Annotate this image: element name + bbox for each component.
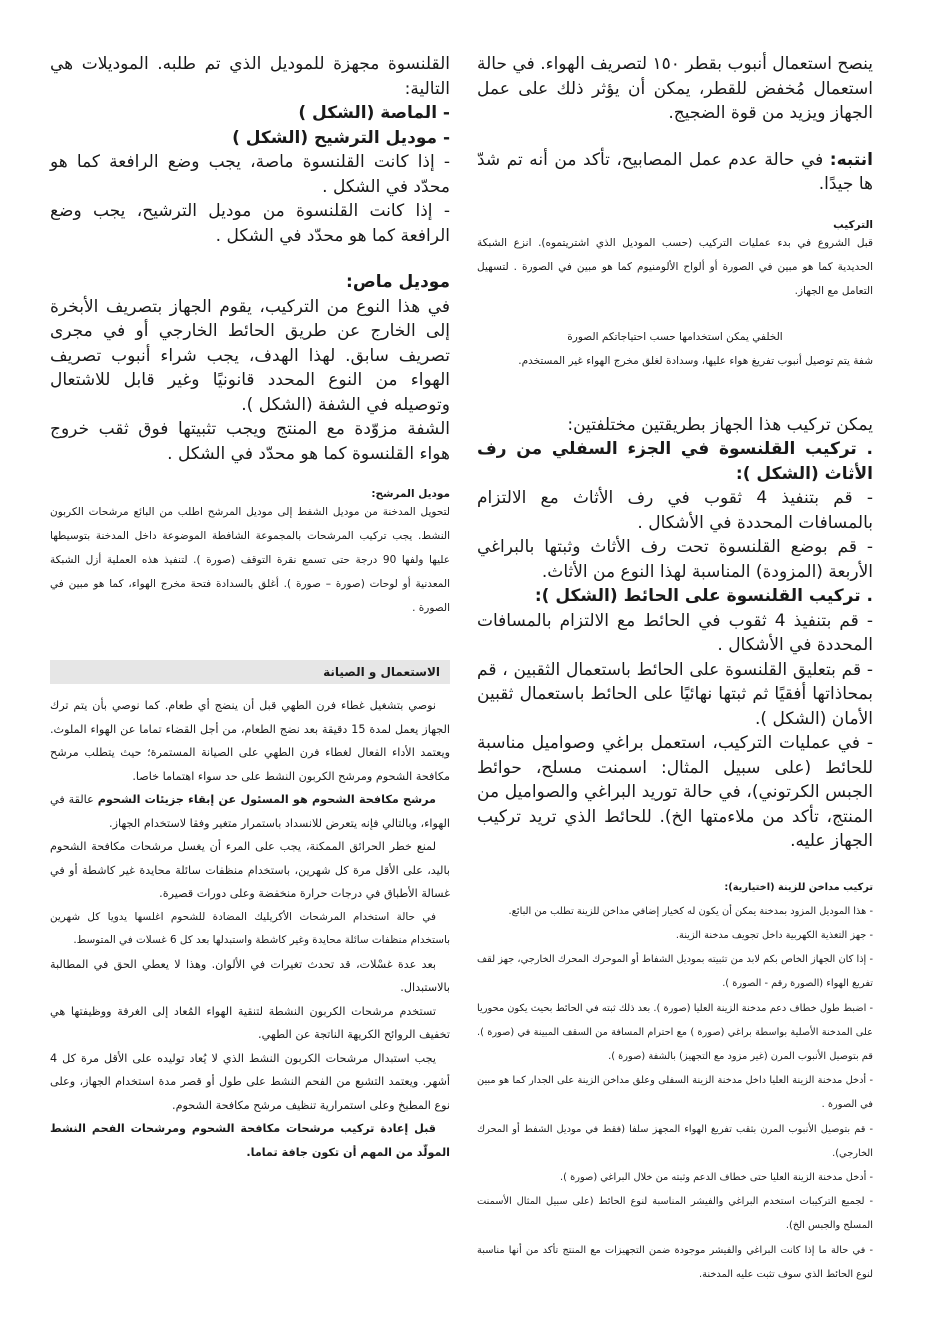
way2-step-c: - في عمليات التركيب، استعمل براغي وصواميل مناسبة للحائط (على سبيل المثال: اسمنت مسلح، حوائط الجبس الكرتوني)، في حالة توريد البراغي والصواميل من المنتج، تأكد من ملاءمتها الخ). للحائط الذي تريد تركيب الجهاز عليه. — [477, 733, 873, 851]
suction-paragraph-1: في هذا النوع من التركيب، يقوم الجهاز بتصريف الأبخرة إلى الخارج عن طريق الحائط الخارجي أو في مجرى تصريف سابق. لهذا الهدف، يجب شراء أنبوب تصريف الهواء من النوع المحدد قانونيًا وغير قابل للاشتعال وتوصيله في الشفة (الشكل ). — [50, 296, 450, 415]
install-paragraph-1: قبل الشروع في بدء عمليات التركيب (حسب الموديل الذي اشتريتموه). انزع الشبكة الحديدية كما هو مبين في الصورة أو ألواح الألومنيوم كما هو مبين في الصورة . لتسهيل التعامل مع الجهاز. — [477, 236, 873, 297]
optional-item: - اضبط طول خطاف دعم مدخنة الزينة العليا (صورة ). بعد ذلك ثبته في الحائط بحيث يكون محوريا على المدخنة الأصلية بواسطة براغي (صورة ) مع احترام المسافة من السقف المبينة في (صورة ). قم بتوصيل الأنبوب المرن (غير مزود مع التجهيز) بالشفة (صورة ). — [477, 1002, 873, 1062]
optional-chimney-title: تركيب مداخن للزينة (اختيارية): — [724, 881, 873, 893]
way2-step-b: - قم بتعليق القلنسوة على الحائط باستعمال الثقبين ، قم بمحاذاتها أفقيًا ثم ثبتها نهائيًا على الحائط باستعمال ثقبين الأمان (الشكل ). — [477, 659, 873, 729]
suction-title: موديل ماص: — [346, 272, 450, 292]
way1-title: . تركيب القلنسوة في الجزء السفلي من رف الأثاث (الشكل ): — [477, 439, 873, 484]
maintenance-section — [50, 694, 450, 1164]
model-lever-suction: - إذا كانت القلنسوة ماصة، يجب وضع الرافعة كما هو محدّد في الشكل . — [50, 152, 450, 197]
optional-item: - هذا الموديل المزود بمدخنة يمكن أن يكون له كخيار إضافي مداخن للزينة تطلب من البائع. — [508, 905, 873, 917]
right-column — [477, 52, 873, 1287]
optional-item: - أدخل مدخنة الزينة العليا حتى خطاف الدعم وثبته من خلال البراغي (صورة ). — [560, 1171, 873, 1183]
maintenance-paragraph: في حالة استخدام المرشحات الأكريليك المضادة للشحوم اغلسها يدويا كل شهرين باستخدام منظفات سائلة محايدة وغير كاشطة واستبدلها بعد كل 6 غسلات في المتوسط. — [50, 910, 450, 946]
install-title: التركيب — [833, 218, 873, 231]
way1-step-b: - قم بوضع القلنسوة تحت رف الأثاث وثبتها بالبراغي الأربعة (المزودة) المناسبة لهذا النوع من الأثاث. — [477, 537, 873, 582]
optional-item: - لجميع التركيبات استخدم البراغي والفيشر المناسبة لنوع الحائط (على سبيل المثال الأسمنت المسلح والجبس الخ). — [477, 1196, 873, 1232]
model-filter: - موديل الترشيح (الشكل ) — [232, 127, 450, 148]
maintenance-paragraph: يجب استبدال مرشحات الكربون النشط الذي لا يُعاد توليده على الأقل مرة كل 4 أشهر. ويعتمد التشبع من الفحم النشط على طول أو قصر مدة استخدام الجهاز، وعلى نوع المطبخ وعلى استمرارية تنظيف مرشح مكافحة الشحوم. — [50, 1051, 450, 1112]
optional-item: - إذا كان الجهاز الخاص بكم لابد من تثبيته بموديل الشفاط أو الموحرك المحرك الخارجي، جهز لقف تفريغ الهواء (الصورة رقم - الصورة ). — [477, 954, 873, 990]
maintenance-paragraph: لمنع خطر الحرائق الممكنة، يجب على المرء أن يغسل مرشحات مكافحة الشحوم باليد، على الأقل مرة كل شهرين، باستخدام منظفات سائلة محايدة غير كاشطة أو في غسالة الأطباق في درجات حرارة منخفضة وعلى دورات قصيرة. — [50, 840, 450, 900]
grease-filter-text: عالقة في الهواء، وبالتالي فإنه يتعرض للانسداد باستمرار متغير وفقا لاستخدام الجهاز. — [50, 793, 450, 830]
way2-step-a: - قم بتنفيذ 4 ثقوب في الحائط مع الالتزام بالمسافات المحددة في الأشكال . — [477, 610, 873, 655]
maintenance-paragraph: تستخدم مرشحات الكربون النشطة لتنقية الهواء المُعاد إلى الغرفة ووظيفتها هي تخفيف الروائح الكريهة الناتجة عن الطهي. — [50, 1004, 450, 1041]
warning-paragraph — [477, 148, 873, 197]
maintenance-final-note: قبل إعادة تركيب مرشحات مكافحة الشحوم ومرشحات الفحم النشط المولّد من المهم أن تكون جافة تماما. — [50, 1122, 450, 1159]
optional-item: - جهز التغذية الكهربية داخل تجويف مدخنة الزينة. — [675, 929, 873, 941]
suction-paragraph-2: الشفة مزوّدة مع المنتج ويجب تثبيتها فوق ثقب خروج هواء القلنسوة كما هو محدّد في الشكل . — [50, 419, 450, 464]
intro-paragraph: ينصح استعمال أنبوب بقطر ١٥٠ لتصريف الهواء. في حالة استعمال مُخفض للقطر، يمكن أن يؤثر ذلك على عمل الجهاز ويزيد من قوة الضجيج. — [477, 54, 873, 123]
ways-intro: يمكن تركيب هذا الجهاز بطريقتين مختلفتين: — [567, 414, 873, 435]
maintenance-paragraph — [50, 788, 450, 835]
model-suction: - الماصة (الشكل ) — [298, 103, 450, 123]
model-lever-filter: - إذا كانت القلنسوة من موديل الترشيح، يجب وضع الرافعة كما هو محدّد في الشكل . — [50, 201, 450, 246]
warning-label: انتبه: — [829, 149, 873, 170]
filter-title: موديل المرشح: — [371, 488, 450, 500]
way1-step-a: - قم بتنفيذ 4 ثقوب في رف الأثاث مع الالتزام بالمسافات المحددة في الأشكال . — [477, 488, 873, 533]
optional-item: - قم بتوصيل الأنبوب المرن بثقب تفريغ الهواء المجهز سلفا (فقط في موديل الشفط أو المحرك الخارجي). — [477, 1123, 873, 1159]
install-paragraph-3: شفة يتم توصيل أنبوب تفريغ هواء عليها، وسدادة لغلق مخرج الهواء غير المستخدم. — [518, 354, 873, 367]
warning-text: في حالة عدم عمل المصابيح، تأكد من أنه تم شدّ ها جيدًا. — [477, 149, 873, 194]
left-column — [50, 52, 450, 1164]
maintenance-title: الاستعمال و الصيانة — [323, 665, 440, 679]
models-intro: القلنسوة مجهزة للموديل الذي تم طلبه. الموديلات هي التالية: — [50, 54, 450, 99]
way2-title: . تركيب القلنسوة على الحائط (الشكل ): — [534, 586, 873, 606]
filter-paragraph: لتحويل المدخنة من موديل الشفط إلى موديل المرشح اطلب من البائع مرشحات الكربون النشط. يجب تركيب المرشحات بالمجموعة الشافطة الموضوعة داخل المدخنة بتوسيطها عليها ولفها 90 درجة حتى تسمع نقرة التوقف (صورة ). لتنفيذ هذه العملية أزل الشبكة المعدنية أو لوحات (صورة – صورة ). أغلق بالسدادة فتحة مخرج الهواء، كما هو مبين في الصورة . — [50, 506, 450, 614]
maintenance-paragraph: نوصي بتشغيل غطاء فرن الطهي قبل أن ينضج أي طعام. كما نوصي بأن يتم ترك الجهاز يعمل لمدة 15 دقيقة بعد نضج الطعام، من أجل القضاء تماما عن الهواء الملوث. ويعتمد الأداء الفعال لغطاء فرن الطهي على الصيانة المستمرة؛ حيث يتطلب مرشح مكافحة الشحوم ومرشح الكربون النشط على حد سواء اهتماما خاصا. — [50, 699, 451, 783]
maintenance-paragraph: بعد عدة غسْلات، قد تحدث تغيرات في الألوان. وهذا لا يعطي الحق في المطالبة بالاستبدال. — [50, 957, 450, 994]
maintenance-title-bar — [50, 660, 450, 684]
optional-chimney-section — [477, 876, 873, 1287]
grease-filter-lead: مرشح مكافحة الشحوم هو المسئول عن إبقاء جزيئات الشحوم — [97, 793, 436, 806]
optional-item: - أدخل مدخنة الزينة العليا داخل مدخنة الزينة السفلى وعلق مداخن الزينة على الجدار كما هو مبين في الصورة . — [477, 1075, 873, 1111]
optional-item: - في حالة ما إذا كانت البراغي والفيشر موجودة ضمن التجهيزات مع المنتج تأكد من أنها مناسبة لنوع الحائط الذي سوف تثبت عليه المدخنة. — [477, 1244, 873, 1280]
install-paragraph-2: الخلفي يمكن استخدامها حسب احتياجاتكم الصورة — [567, 330, 783, 343]
